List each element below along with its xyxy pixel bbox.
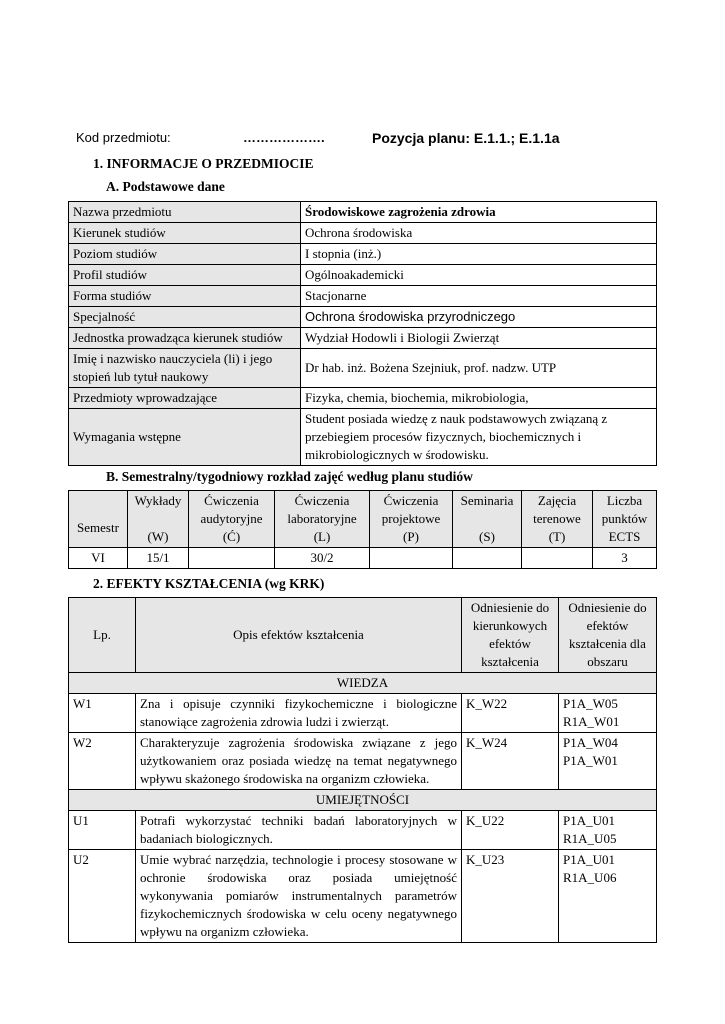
header-laboratoryjne [275, 491, 370, 548]
header-laboratoryjne-label: Ćwiczenia laboratoryjne [287, 493, 357, 526]
header-obszar: Odniesienie do efektów kształcenia dla obszaru [559, 598, 657, 673]
basic-value: Student posiada wiedzę z nauk podstawowych związaną z przebiegiem procesów fizycznych, biochemicznych i mikrobiologicznych w środowisku. [301, 409, 657, 466]
subsection-b-title: B. Semestralny/tygodniowy rozkład zajęć według planu studiów [106, 469, 473, 484]
header-ects-label: Liczba punktów ECTS [601, 493, 648, 544]
table-row [69, 388, 657, 409]
basic-label: Poziom studiów [69, 244, 301, 265]
table-row [69, 850, 657, 943]
effect-kier: K_U22 [462, 811, 559, 850]
section1-title: 1. INFORMACJE O PRZEDMIOCIE [93, 156, 314, 171]
header-semestr-label: Semestr [77, 519, 119, 535]
effect-obszar [559, 850, 657, 943]
table-row [69, 811, 657, 850]
table-row [69, 673, 657, 694]
effect-obszar-1: P1A_W05 [563, 696, 618, 711]
effect-obszar-1: P1A_U01 [563, 813, 616, 828]
header-projektowe-label: Ćwiczenia projektowe [381, 493, 441, 526]
basic-label: Profil studiów [69, 265, 301, 286]
header-terenowe-label: Zajęcia terenowe [533, 493, 581, 526]
basic-value: Dr hab. inż. Bożena Szejniuk, prof. nadzw. UTP [301, 349, 657, 388]
cell-wyklady: 15/1 [128, 548, 189, 569]
group-wiedza: WIEDZA [69, 673, 657, 694]
effect-opis: Zna i opisuje czynniki fizykochemiczne i biologiczne stanowiące zagrożenia zdrowia ludzi i zwierząt. [136, 694, 462, 733]
basic-value: Ochrona środowiska [301, 223, 657, 244]
table-row [69, 265, 657, 286]
header-wyklady-code: (W) [147, 529, 169, 544]
table-row [69, 733, 657, 790]
basic-label: Kierunek studiów [69, 223, 301, 244]
basic-data-table [68, 201, 657, 466]
table-row [69, 409, 657, 466]
header-opis: Opis efektów kształcenia [136, 598, 462, 673]
effect-kier: K_W24 [462, 733, 559, 790]
cell-audytoryjne [189, 548, 275, 569]
basic-value: Ochrona środowiska przyrodniczego [301, 307, 657, 328]
effect-lp: U1 [69, 811, 136, 850]
group-umiejetnosci: UMIEJĘTNOŚCI [69, 790, 657, 811]
header-audytoryjne-code: (Ć) [222, 529, 241, 544]
effect-obszar [559, 733, 657, 790]
basic-value: Ogólnoakademicki [301, 265, 657, 286]
header-laboratoryjne-code: (L) [313, 529, 331, 544]
effect-obszar-1: P1A_W04 [563, 735, 618, 750]
cell-terenowe [522, 548, 593, 569]
header-seminaria-code: (S) [479, 529, 495, 544]
cell-semestr: VI [69, 548, 128, 569]
header-kierunkowe: Odniesienie do kierunkowych efektów kształcenia [462, 598, 559, 673]
subsection-a-title: A. Podstawowe dane [106, 179, 225, 194]
effect-lp: W2 [69, 733, 136, 790]
basic-label: Imię i nazwisko nauczyciela (li) i jego stopień lub tytuł naukowy [69, 349, 301, 388]
header-seminaria [453, 491, 522, 548]
table-row [69, 244, 657, 265]
table-row [69, 598, 657, 673]
effect-obszar-1: P1A_U01 [563, 852, 616, 867]
header-terenowe [522, 491, 593, 548]
basic-label: Nazwa przedmiotu [69, 202, 301, 223]
header-audytoryjne [189, 491, 275, 548]
kod-label: Kod przedmiotu: [76, 130, 171, 145]
table-row [69, 286, 657, 307]
basic-label: Jednostka prowadząca kierunek studiów [69, 328, 301, 349]
kod-value: ………………. [243, 130, 325, 145]
effect-obszar-2: R1A_U06 [563, 870, 617, 885]
header-lp: Lp. [69, 598, 136, 673]
cell-laboratoryjne: 30/2 [275, 548, 370, 569]
basic-label: Specjalność [69, 307, 301, 328]
effect-kier: K_U23 [462, 850, 559, 943]
effect-kier: K_W22 [462, 694, 559, 733]
effect-obszar-2: P1A_W01 [563, 753, 618, 768]
effect-opis: Umie wybrać narzędzia, technologie i procesy stosowane w ochronie środowiska oraz posiada umiejętność wykonywania pomiarów instrumentalnych parametrów fizykochemicznych środowiska w celu oceny negatywnego wpływu na organizm człowieka. [136, 850, 462, 943]
basic-value: Stacjonarne [301, 286, 657, 307]
effect-obszar [559, 694, 657, 733]
basic-value: I stopnia (inż.) [301, 244, 657, 265]
schedule-table [68, 490, 657, 569]
table-row [69, 349, 657, 388]
effect-obszar-2: R1A_W01 [563, 714, 620, 729]
table-row [69, 694, 657, 733]
header-seminaria-label: Seminaria [460, 493, 514, 508]
table-row [69, 202, 657, 223]
effect-lp: W1 [69, 694, 136, 733]
header-semestr [69, 491, 128, 548]
cell-ects: 3 [593, 548, 657, 569]
cell-projektowe [370, 548, 453, 569]
basic-value: Środowiskowe zagrożenia zdrowia [301, 202, 657, 223]
table-row [69, 491, 657, 548]
basic-value: Fizyka, chemia, biochemia, mikrobiologia, [301, 388, 657, 409]
table-row [69, 790, 657, 811]
header-wyklady [128, 491, 189, 548]
table-row [69, 307, 657, 328]
header-audytoryjne-label: Ćwiczenia audytoryjne [200, 493, 263, 526]
table-row [69, 328, 657, 349]
effect-lp: U2 [69, 850, 136, 943]
table-row [69, 223, 657, 244]
effect-obszar-2: R1A_U05 [563, 831, 617, 846]
basic-label: Przedmioty wprowadzające [69, 388, 301, 409]
effect-opis: Potrafi wykorzystać techniki badań laboratoryjnych w badaniach biologicznych. [136, 811, 462, 850]
effect-obszar [559, 811, 657, 850]
basic-label: Wymagania wstępne [69, 409, 301, 466]
pozycja-planu: Pozycja planu: E.1.1.; E.1.1a [372, 130, 560, 146]
section2-title: 2. EFEKTY KSZTAŁCENIA (wg KRK) [93, 576, 325, 591]
effects-table [68, 597, 657, 943]
cell-seminaria [453, 548, 522, 569]
header-wyklady-label: Wykłady [134, 493, 182, 508]
table-row [69, 548, 657, 569]
basic-value: Wydział Hodowli i Biologii Zwierząt [301, 328, 657, 349]
header-ects [593, 491, 657, 548]
header-projektowe-code: (P) [403, 529, 419, 544]
header-projektowe [370, 491, 453, 548]
basic-label: Forma studiów [69, 286, 301, 307]
header-terenowe-code: (T) [548, 529, 566, 544]
effect-opis: Charakteryzuje zagrożenia środowiska związane z jego użytkowaniem oraz posiada wiedzę na temat negatywnego wpływu skażonego środowiska na organizm człowieka. [136, 733, 462, 790]
